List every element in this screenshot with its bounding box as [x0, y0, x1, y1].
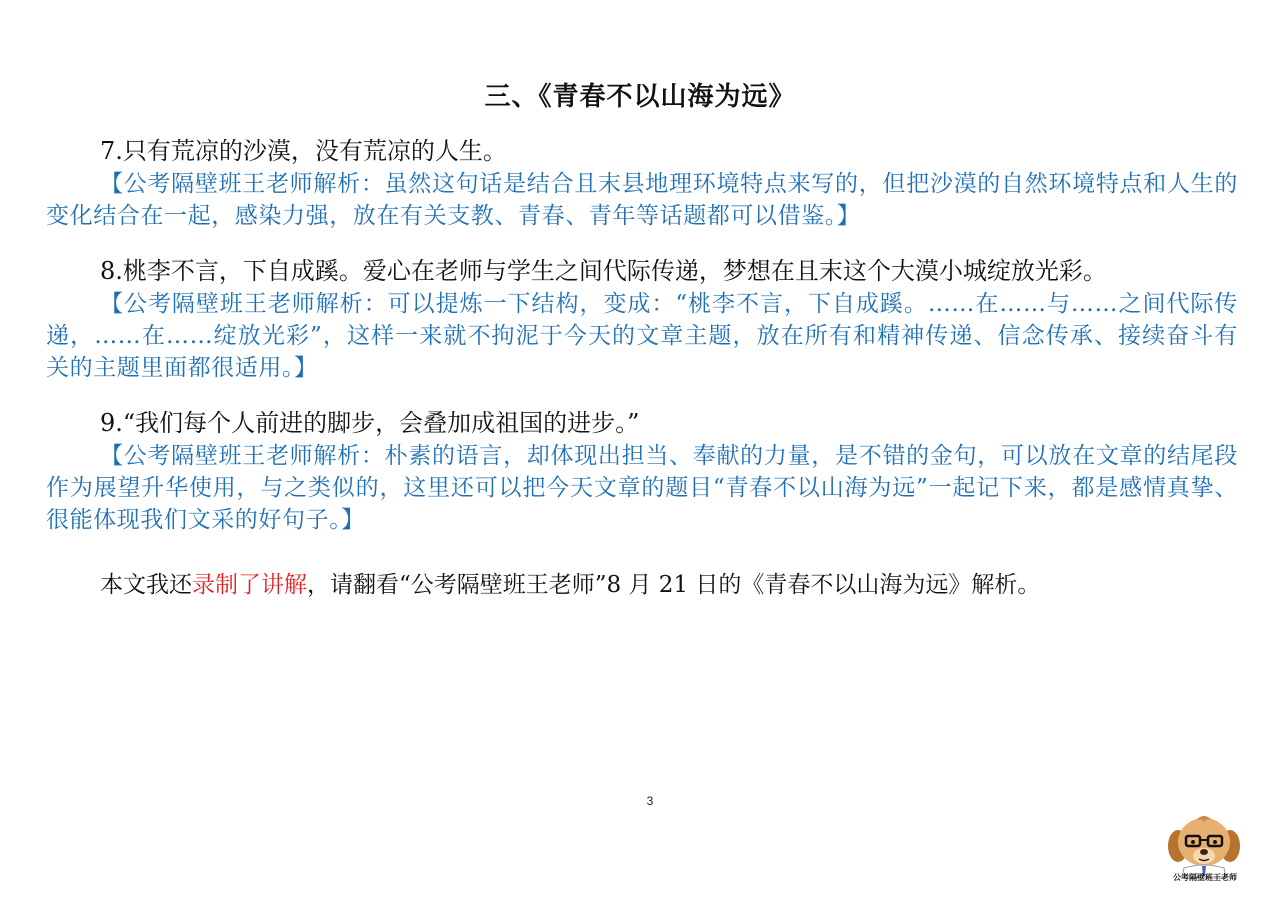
note-text-after: ，请翻看“公考隔壁班王老师”8 月 21 日的《青春不以山海为远》解析。 [307, 572, 1041, 598]
item-8 [46, 254, 1238, 384]
note-text-before: 本文我还 [100, 572, 192, 598]
item-7 [46, 134, 1238, 232]
logo-caption: 公考隔壁班王老师 [1173, 873, 1237, 882]
page-title: 三、《青春不以山海为远》 [484, 82, 796, 112]
note-highlight: 录制了讲解 [192, 572, 307, 598]
quote-7: 7.只有荒凉的沙漠，没有荒凉的人生。 [100, 137, 507, 165]
recording-note [100, 566, 1040, 599]
analysis-8: 【公考隔壁班王老师解析：可以提炼一下结构，变成：“桃李不言，下自成蹊。……在……与……之间代际传递，……在……绽放光彩”，这样一来就不拘泥于今天的文章主题，放在所有和精神传递、信念传承、接续奋斗有关的主题里面都很适用。】 [46, 291, 1238, 381]
analysis-9: 【公考隔壁班王老师解析：朴素的语言，却体现出担当、奉献的力量，是不错的金句，可以放在文章的结尾段作为展望升华使用，与之类似的，这里还可以把今天文章的题目“青春不以山海为远”一起记下来，都是感情真挚、很能体现我们文采的好句子。】 [46, 443, 1238, 533]
quote-9: 9.“我们每个人前进的脚步，会叠加成祖国的进步。” [100, 409, 640, 437]
analysis-7: 【公考隔壁班王老师解析：虽然这句话是结合且末县地理环境特点来写的，但把沙漠的自然环境特点和人生的变化结合在一起，感染力强，放在有关支教、青春、青年等话题都可以借鉴。】 [46, 171, 1238, 229]
page-number: 3 [646, 794, 654, 808]
item-9 [46, 406, 1238, 536]
quote-8: 8.桃李不言，下自成蹊。爱心在老师与学生之间代际传递，梦想在且末这个大漠小城绽放光彩。 [100, 257, 1107, 285]
